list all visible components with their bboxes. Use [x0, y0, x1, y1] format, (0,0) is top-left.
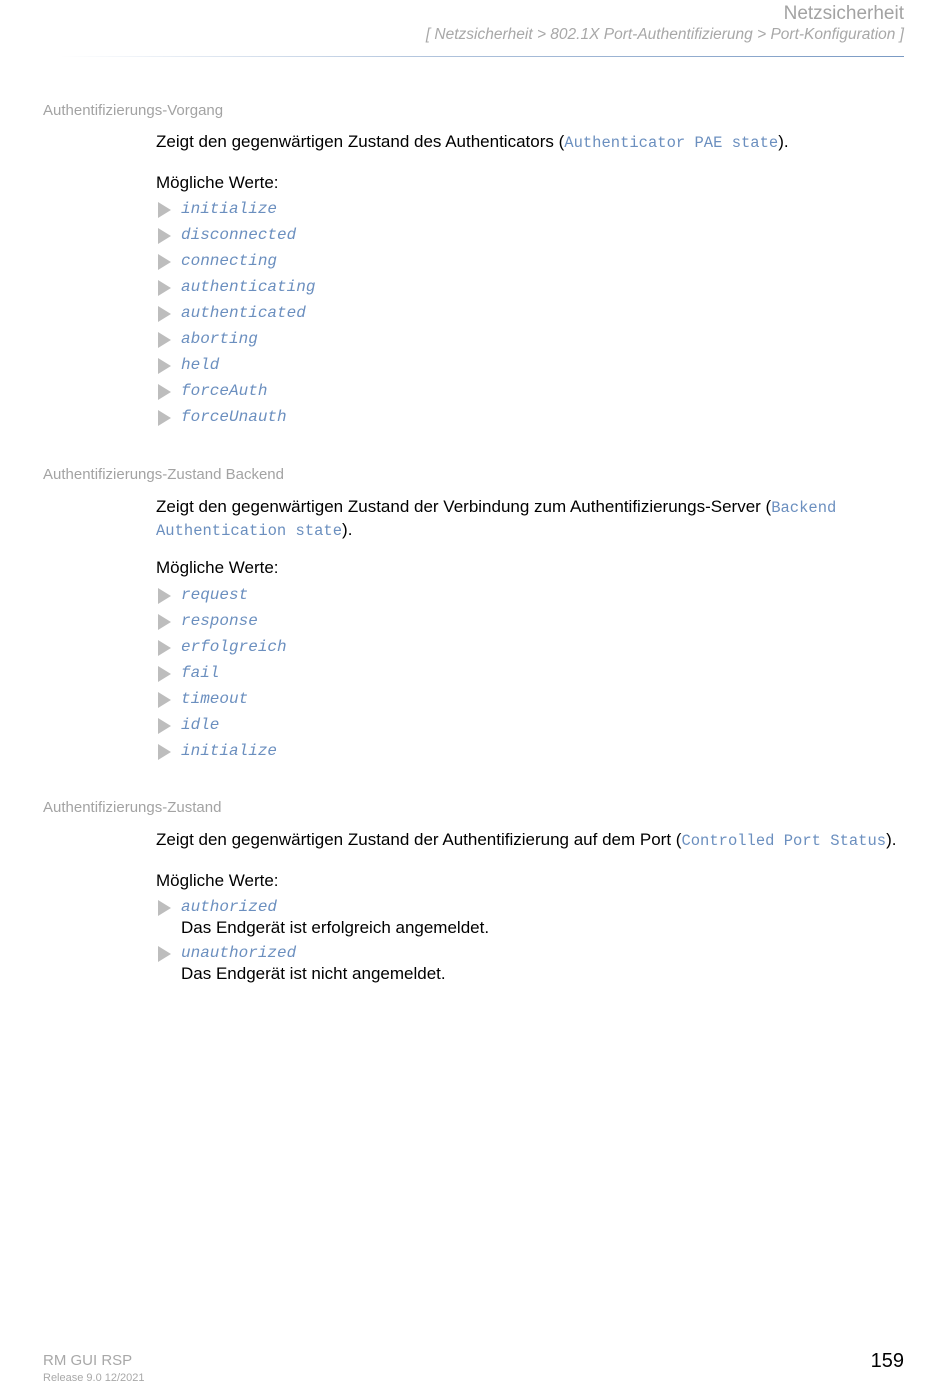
value-code: authenticating: [181, 278, 316, 296]
value-code: timeout: [181, 690, 249, 708]
list-item: [156, 355, 315, 381]
code-term: Authenticator PAE state: [564, 134, 779, 152]
list-item: [156, 381, 315, 407]
value-code: initialize: [181, 742, 278, 760]
header-title: Netzsicherheit: [783, 3, 904, 24]
list-item: [156, 637, 287, 663]
values-list: [156, 897, 489, 989]
list-item: [156, 407, 315, 433]
value-code: held: [181, 356, 220, 374]
values-heading: Mögliche Werte:: [156, 871, 279, 890]
list-item: [156, 585, 287, 611]
breadcrumb: [ Netzsicherheit > 802.1X Port-Authentifizierung > Port-Konfiguration ]: [425, 26, 904, 43]
value-code: unauthorized: [181, 944, 297, 962]
triangle-bullet-icon: [158, 202, 171, 218]
page-number: 159: [870, 1350, 904, 1372]
value-code: authorized: [181, 898, 278, 916]
triangle-bullet-icon: [158, 410, 171, 426]
value-description: Das Endgerät ist nicht angemeldet.: [181, 964, 446, 983]
list-item: [156, 277, 315, 303]
list-item: [156, 251, 315, 277]
triangle-bullet-icon: [158, 332, 171, 348]
triangle-bullet-icon: [158, 588, 171, 604]
triangle-bullet-icon: [158, 384, 171, 400]
description-text: Zeigt den gegenwärtigen Zustand der Authentifizierung auf dem Port (: [156, 830, 682, 849]
list-item: [156, 611, 287, 637]
values-list: [156, 585, 287, 767]
value-code: connecting: [181, 252, 278, 270]
value-code: request: [181, 586, 249, 604]
footer-release: Release 9.0 12/2021: [43, 1372, 145, 1384]
triangle-bullet-icon: [158, 718, 171, 734]
list-item: [156, 943, 489, 989]
value-code: idle: [181, 716, 220, 734]
value-code: disconnected: [181, 226, 297, 244]
triangle-bullet-icon: [158, 744, 171, 760]
list-item: [156, 897, 489, 943]
values-heading: Mögliche Werte:: [156, 173, 279, 192]
list-item: [156, 715, 287, 741]
description-text-end: ).: [778, 132, 789, 151]
section-description: [156, 829, 908, 852]
value-code: erfolgreich: [181, 638, 287, 656]
value-code: forceAuth: [181, 382, 268, 400]
section-label: Authentifizierungs-Vorgang: [43, 102, 224, 119]
list-item: [156, 663, 287, 689]
code-term: Controlled Port Status: [681, 832, 887, 850]
triangle-bullet-icon: [158, 640, 171, 656]
values-list: [156, 199, 315, 433]
section-label: Authentifizierungs-Zustand Backend: [43, 466, 284, 483]
value-code: response: [181, 612, 258, 630]
section-description: [156, 496, 908, 542]
value-code: authenticated: [181, 304, 306, 322]
values-heading: Mögliche Werte:: [156, 558, 279, 577]
header-divider: [60, 56, 904, 57]
description-text: Zeigt den gegenwärtigen Zustand des Authenticators (: [156, 132, 565, 151]
section-label: Authentifizierungs-Zustand: [43, 799, 222, 816]
list-item: [156, 225, 315, 251]
value-code: aborting: [181, 330, 258, 348]
list-item: [156, 303, 315, 329]
list-item: [156, 689, 287, 715]
triangle-bullet-icon: [158, 666, 171, 682]
value-code: initialize: [181, 200, 278, 218]
triangle-bullet-icon: [158, 358, 171, 374]
value-code: forceUnauth: [181, 408, 287, 426]
list-item: [156, 741, 287, 767]
section-description: [156, 131, 908, 154]
description-text-end: ).: [342, 520, 353, 539]
footer-doc-title: RM GUI RSP: [43, 1352, 133, 1369]
description-text-end: ).: [886, 830, 897, 849]
triangle-bullet-icon: [158, 280, 171, 296]
list-item: [156, 329, 315, 355]
triangle-bullet-icon: [158, 306, 171, 322]
triangle-bullet-icon: [158, 946, 171, 962]
value-code: fail: [181, 664, 220, 682]
triangle-bullet-icon: [158, 692, 171, 708]
code-term: Backend Authentication state: [156, 499, 837, 540]
list-item: [156, 199, 315, 225]
triangle-bullet-icon: [158, 254, 171, 270]
description-text: Zeigt den gegenwärtigen Zustand der Verbindung zum Authentifizierungs-Server (: [156, 497, 772, 516]
triangle-bullet-icon: [158, 228, 171, 244]
value-description: Das Endgerät ist erfolgreich angemeldet.: [181, 918, 490, 937]
triangle-bullet-icon: [158, 614, 171, 630]
triangle-bullet-icon: [158, 900, 171, 916]
